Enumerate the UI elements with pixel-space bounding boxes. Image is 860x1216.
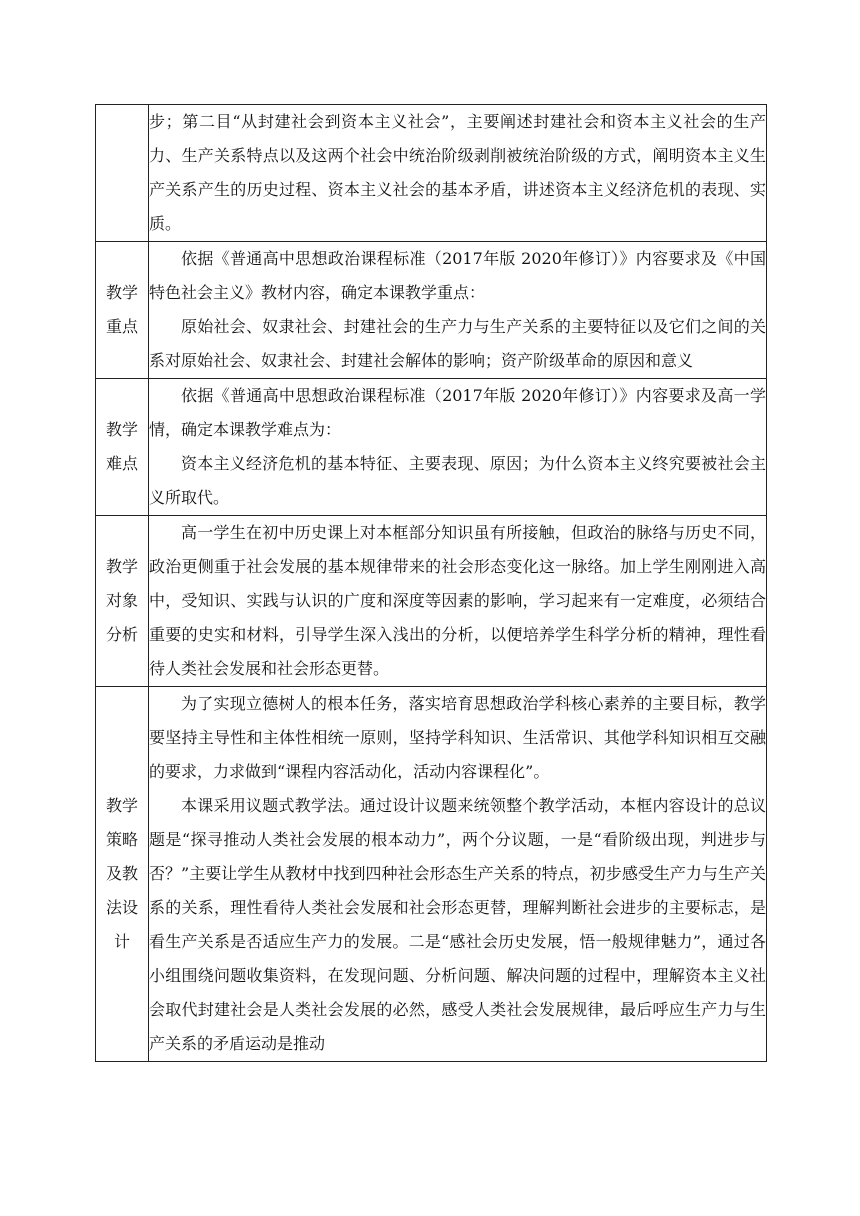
row-content [149, 242, 767, 379]
label-line: 难点 [105, 454, 138, 473]
row-content [149, 379, 767, 516]
label-line: 教学 [105, 420, 138, 439]
label-line: 计 [113, 932, 130, 951]
table-row-student-analysis [96, 516, 767, 687]
row-label [96, 687, 149, 1062]
lesson-plan-table [95, 104, 767, 1062]
table-row-intro [96, 105, 767, 242]
table-row-key-points [96, 242, 767, 379]
label-line: 及教 [105, 864, 138, 883]
label-line: 策略 [105, 830, 138, 849]
label-line: 教学 [105, 283, 138, 302]
paragraph: 高一学生在初中历史课上对本框部分知识虽有所接触，但政治的脉络与历史不同，政治更侧重于社会发展的基本规律带来的社会形态变化这一脉络。加上学生刚刚进入高中，受知识、实践与认识的广度和深度等因素的影响，学习起来有一定难度，必须结合重要的史实和材料，引导学生深入浅出的分析，以便培养学生科学分析的精神，理性看待人类社会发展和社会形态更替。 [149, 523, 766, 678]
row-content [149, 105, 767, 242]
row-label [96, 105, 149, 242]
label-line: 对象 [105, 591, 138, 610]
row-label [96, 379, 149, 516]
row-content [149, 516, 767, 687]
label-line: 分析 [105, 625, 138, 644]
label-line: 教学 [105, 796, 138, 815]
paragraph: 为了实现立德树人的根本任务，落实培育思想政治学科核心素养的主要目标，教学要坚持主导性和主体性相统一原则，坚持学科知识、生活常识、其他学科知识相互交融的要求，力求做到“课程内容活动化，活动内容课程化”。 [149, 694, 766, 781]
paragraph: 资本主义经济危机的基本特征、主要表现、原因；为什么资本主义终究要被社会主义所取代。 [149, 454, 766, 507]
paragraph: 原始社会、奴隶社会、封建社会的生产力与生产关系的主要特征以及它们之间的关系对原始社会、奴隶社会、封建社会解体的影响；资产阶级革命的原因和意义 [149, 317, 766, 370]
paragraph: 依据《普通高中思想政治课程标准（2017年版 2020年修订）》内容要求及《中国特色社会主义》教材内容，确定本课教学重点： [149, 249, 766, 302]
row-label [96, 516, 149, 687]
row-label [96, 242, 149, 379]
paragraph: 依据《普通高中思想政治课程标准（2017年版 2020年修订）》内容要求及高一学情，确定本课教学难点为： [149, 386, 766, 439]
label-line: 重点 [105, 317, 138, 336]
paragraph: 本课采用议题式教学法。通过设计议题来统领整个教学活动，本框内容设计的总议题是“探寻推动人类社会发展的根本动力”，两个分议题，一是“看阶级出现，判进步与否？”主要让学生从教材中找到四种社会形态生产关系的特点，初步感受生产力与生产关系的关系，理性看待人类社会发展和社会形态更替，理解判断社会进步的主要标志，是看生产关系是否适应生产力的发展。二是“感社会历史发展，悟一般规律魅力”，通过各小组围绕问题收集资料，在发现问题、分析问题、解决问题的过程中，理解资本主义社会取代封建社会是人类社会发展的必然，感受人类社会发展规律，最后呼应生产力与生产关系的矛盾运动是推动 [149, 796, 766, 1053]
label-line: 法设 [105, 898, 138, 917]
table-row-teaching-strategy [96, 687, 767, 1062]
paragraph: 步；第二目“从封建社会到资本主义社会”，主要阐述封建社会和资本主义社会的生产力、生产关系特点以及这两个社会中统治阶级剥削被统治阶级的方式，阐明资本主义生产关系产生的历史过程、资本主义社会的基本矛盾，讲述资本主义经济危机的表现、实质。 [149, 112, 766, 233]
table-row-difficulties [96, 379, 767, 516]
row-content [149, 687, 767, 1062]
label-line: 教学 [105, 557, 138, 576]
